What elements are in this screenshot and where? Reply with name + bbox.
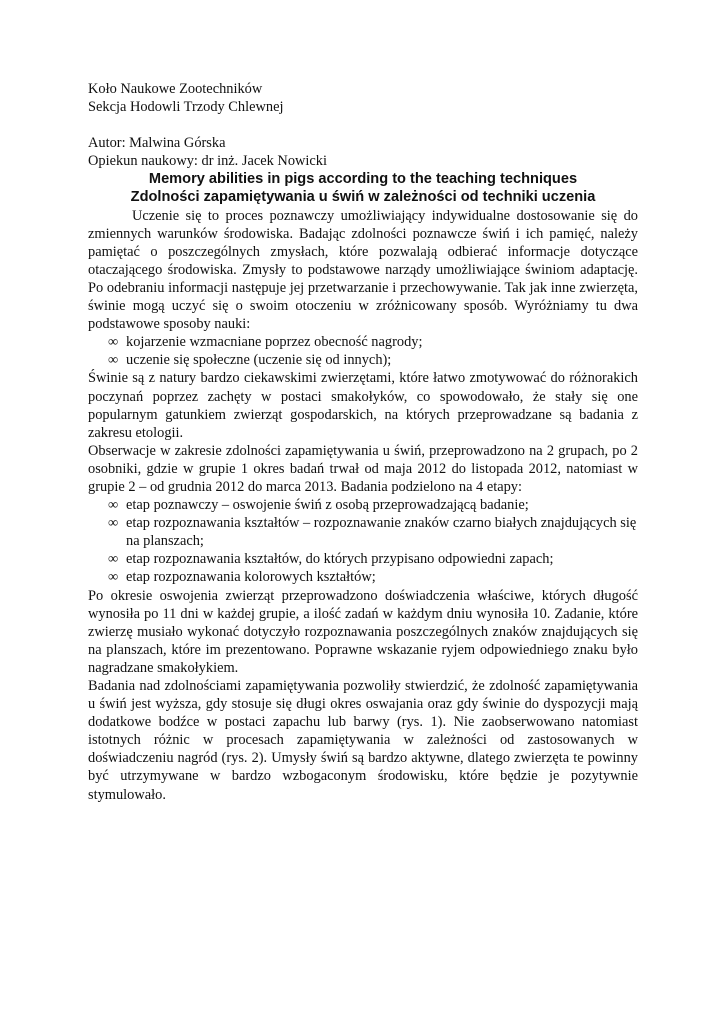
list-item-text: etap rozpoznawania kształtów – rozpoznawanie znaków czarno białych znajdujących się na planszach; — [126, 515, 637, 550]
study-stages-list — [88, 496, 638, 586]
list-item — [88, 333, 638, 351]
paragraph-study: Obserwacje w zakresie zdolności zapamiętywania u świń, przeprowadzono na 2 grupach, po 2 osobniki, gdzie w grupie 1 okres badań trwał od maja 2012 do listopada 2012, natomiast w grupie 2 – od grudnia 2012 do marca 2013. Badania podzielono na 4 etapy: — [88, 442, 638, 495]
list-item — [88, 568, 638, 586]
header-author: Autor: Malwina Górska — [88, 135, 226, 152]
list-item — [88, 550, 638, 568]
infinity-bullet-icon: ∞ — [108, 551, 119, 568]
infinity-bullet-icon: ∞ — [108, 497, 119, 514]
spacer — [88, 116, 638, 134]
paragraph-curiosity: Świnie są z natury bardzo ciekawskimi zwierzętami, które łatwo zmotywować do różnorakich poczynań poprzez zachęty w postaci smakołyków, co spowodowało, że stały się one popularnym gatunkiem zwierząt gospodarskich, na których przeprowadzane są badania z zakresu etologii. — [88, 370, 638, 441]
infinity-bullet-icon: ∞ — [108, 569, 119, 586]
infinity-bullet-icon: ∞ — [108, 515, 119, 532]
list-item-text: etap rozpoznawania kolorowych kształtów; — [126, 569, 376, 586]
header-supervisor: Opiekun naukowy: dr inż. Jacek Nowicki — [88, 153, 327, 170]
list-item-text: kojarzenie wzmacniane poprzez obecność nagrody; — [126, 334, 423, 351]
list-item-text: uczenie się społeczne (uczenie się od innych); — [126, 352, 392, 369]
list-item — [88, 351, 638, 369]
header-org: Koło Naukowe Zootechników — [88, 81, 263, 97]
list-item-text: etap poznawczy – oswojenie świń z osobą przeprowadzającą badanie; — [126, 497, 529, 514]
title-polish: Zdolności zapamiętywania u świń w zależności od techniki uczenia — [130, 189, 596, 206]
paragraph-results: Badania nad zdolnościami zapamiętywania pozwoliły stwierdzić, że zdolność zapamiętywania u świń jest wyższa, gdy stosuje się długi okres oswajania oraz gdy świnie do dyspozycji mają dodatkowe bodźce w postaci zapachu lub barwy (rys. 1). Nie zaobserwowano natomiast istotnych różnic w procesach zapamiętywania w zależności od zastosowanych w doświadczeniu nagród (rys. 2). Umysły świń są bardzo aktywne, dlatego zwierzęta te powinny być utrzymywane w bardzo wzbogaconym środowisku, które będzie je pozytywnie stymulowało. — [88, 678, 638, 803]
list-item-text: etap rozpoznawania kształtów, do których przypisano odpowiedni zapach; — [126, 551, 554, 568]
learning-methods-list — [88, 333, 638, 369]
list-item — [88, 496, 638, 514]
document-content — [88, 80, 638, 804]
infinity-bullet-icon: ∞ — [108, 352, 119, 369]
paragraph-intro: Uczenie się to proces poznawczy umożliwiający indywidualne dostosowanie się do zmiennych warunków środowiska. Badając zdolności poznawcze świń i ich pamięć, należy pamiętać o poszczególnych zmysłach, które pozwalają odbierać informacje dotyczące otaczającego środowiska. Zmysły to podstawowe narządy umożliwiające świniom adaptację. Po odebraniu informacji następuje jej przetwarzanie i przechowywanie. Tak jak inne zwierzęta, świnie mogą uczyć się o swoim otoczeniu w zróżnicowany sposób. Wyróżniamy tu dwa podstawowe sposoby nauki: — [88, 207, 638, 333]
paragraph-procedure: Po okresie oswojenia zwierząt przeprowadzono doświadczenia właściwe, których długość wynosiła po 11 dni w każdej grupie, a ilość zadań w każdym dniu wynosiła 10. Zadanie, które zwierzę musiało wykonać dotyczyło rozpoznawania poszczególnych znaków znajdujących się na planszach, które im prezentowano. Poprawne wskazanie ryjem odpowiedniego znaku było nagradzane smakołykiem. — [88, 587, 638, 676]
header-section: Sekcja Hodowli Trzody Chlewnej — [88, 99, 284, 116]
infinity-bullet-icon: ∞ — [108, 334, 119, 351]
list-item — [88, 514, 638, 550]
title-english: Memory abilities in pigs according to the teaching techniques — [148, 171, 578, 188]
